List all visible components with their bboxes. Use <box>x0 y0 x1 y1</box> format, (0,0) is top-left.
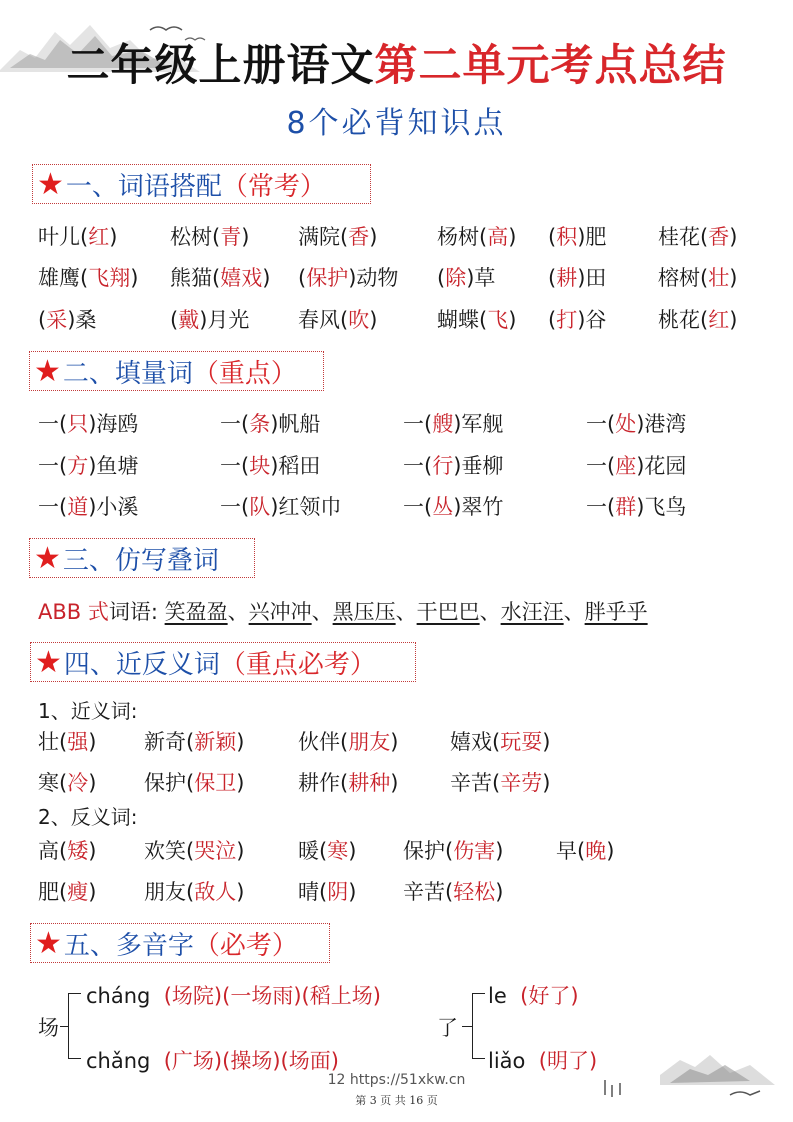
answer-text: 方 <box>67 454 89 478</box>
answer-text: 队 <box>249 495 271 519</box>
brace <box>472 993 485 1059</box>
prompt-text: ) <box>236 839 245 863</box>
prompt-text: 保护( <box>403 839 454 863</box>
prompt-text: )稻田 <box>270 454 321 478</box>
prompt-text: ( <box>38 308 47 332</box>
word-item <box>298 877 356 907</box>
prompt-text: ) <box>236 730 245 754</box>
star-icon: ★ <box>34 353 61 389</box>
polyphone-char-le: 了 <box>437 1016 458 1040</box>
separator: 、 <box>563 600 585 624</box>
abb-word: 兴冲冲 <box>248 600 312 624</box>
prompt-text: 一( <box>403 495 433 519</box>
prompt-text: 一( <box>38 495 68 519</box>
prompt-text: ) <box>508 225 517 249</box>
answer-text: 冷 <box>67 771 89 795</box>
pinyin: cháng <box>86 984 151 1008</box>
answer-text: 伤害 <box>453 839 496 863</box>
prompt-text: 满院( <box>298 225 349 249</box>
answer-text: 积 <box>556 225 578 249</box>
prompt-text: 松树( <box>170 225 221 249</box>
word-item <box>144 768 244 798</box>
prompt-text: ) <box>390 730 399 754</box>
footer-url: 12 https://51xkw.cn <box>327 1072 466 1088</box>
answer-text: 采 <box>46 308 68 332</box>
prompt-text: 暖( <box>298 839 328 863</box>
answer-text: 处 <box>615 412 637 436</box>
prompt-text: )红领巾 <box>270 495 342 519</box>
star-icon: ★ <box>35 925 62 961</box>
word-item <box>170 222 249 252</box>
word-item <box>403 409 503 439</box>
section-heading-4-title: 四、近反义词 <box>63 649 220 680</box>
antonym-label: 2、反义词: <box>38 805 138 829</box>
answer-text: 保卫 <box>194 771 237 795</box>
prompt-text: 壮( <box>38 730 68 754</box>
word-item <box>403 492 503 522</box>
word-item <box>220 492 341 522</box>
prompt-text: 一( <box>220 412 250 436</box>
prompt-text: )垂柳 <box>453 454 504 478</box>
abb-word: 黑压压 <box>332 600 396 624</box>
answer-text: 飞 <box>487 308 509 332</box>
prompt-text: ( <box>548 225 557 249</box>
prompt-text: 高( <box>38 839 68 863</box>
word-item <box>586 492 686 522</box>
answer-text: 行 <box>432 454 454 478</box>
word-item <box>437 305 516 335</box>
prompt-text: 一( <box>38 412 68 436</box>
prompt-text: )肥 <box>577 225 607 249</box>
word-item <box>220 409 320 439</box>
word-item <box>548 222 606 252</box>
prompt-text: )谷 <box>577 308 607 332</box>
prompt-text: 杨树( <box>437 225 488 249</box>
abb-word: 胖乎乎 <box>584 600 648 624</box>
word-item <box>298 263 398 293</box>
prompt-text: )小溪 <box>88 495 139 519</box>
answer-text: 敌人 <box>194 880 237 904</box>
pinyin-line <box>86 981 381 1011</box>
prompt-text: 雄鹰( <box>38 266 89 290</box>
word-item <box>38 836 96 866</box>
prompt-text: 一( <box>586 454 616 478</box>
answer-text: 块 <box>249 454 271 478</box>
abb-mid: 词语: <box>108 600 165 624</box>
prompt-text: ) <box>495 839 504 863</box>
prompt-text: 辛苦( <box>450 771 501 795</box>
word-item <box>298 727 398 757</box>
page-title <box>0 36 793 96</box>
word-item <box>38 263 138 293</box>
prompt-text: ) <box>262 266 271 290</box>
prompt-text: )港湾 <box>636 412 687 436</box>
word-item <box>298 305 377 335</box>
prompt-text: ( <box>298 266 307 290</box>
answer-text: 除 <box>445 266 467 290</box>
word-item <box>38 222 117 252</box>
title-red-part: 第二单元考点总结 <box>374 41 727 91</box>
pinyin-words: (场院)(一场雨)(稻上场) <box>163 984 381 1008</box>
prompt-text: ( <box>437 266 446 290</box>
prompt-text: )草 <box>466 266 496 290</box>
prompt-text: ) <box>542 771 551 795</box>
section-heading-2 <box>29 351 324 391</box>
word-item <box>548 305 606 335</box>
word-item <box>403 451 503 481</box>
abb-label: ABB 式 <box>38 600 109 624</box>
prompt-text: 春风( <box>298 308 349 332</box>
answer-text: 哭泣 <box>194 839 237 863</box>
answer-text: 轻松 <box>453 880 496 904</box>
title-black-part: 二年级上册语文 <box>66 41 375 91</box>
answer-text: 耕种 <box>348 771 391 795</box>
word-item <box>38 727 96 757</box>
prompt-text: 辛苦( <box>403 880 454 904</box>
answer-text: 只 <box>67 412 89 436</box>
word-item <box>450 768 550 798</box>
prompt-text: )鱼塘 <box>88 454 139 478</box>
separator: 、 <box>311 600 333 624</box>
answer-text: 保护 <box>306 266 349 290</box>
prompt-text: 朋友( <box>144 880 195 904</box>
section-heading-5-title: 五、多音字 <box>63 930 194 961</box>
prompt-text: 肥( <box>38 880 68 904</box>
section-heading-2-title: 二、填量词 <box>62 358 193 389</box>
brace-tick <box>462 1026 472 1027</box>
prompt-text: ) <box>390 771 399 795</box>
prompt-text: )田 <box>577 266 607 290</box>
separator: 、 <box>227 600 249 624</box>
answer-text: 香 <box>348 225 370 249</box>
prompt-text: 一( <box>586 495 616 519</box>
prompt-text: )桑 <box>67 308 97 332</box>
prompt-text: ( <box>548 266 557 290</box>
prompt-text: ) <box>729 225 738 249</box>
word-item <box>658 222 737 252</box>
prompt-text: 一( <box>220 454 250 478</box>
pinyin-words: (好了) <box>520 984 579 1008</box>
brace <box>68 993 81 1059</box>
answer-text: 朋友 <box>348 730 391 754</box>
prompt-text: 叶儿( <box>38 225 89 249</box>
answer-text: 飞翔 <box>88 266 131 290</box>
section-heading-1-note: （常考） <box>221 171 326 202</box>
abb-word: 笑盈盈 <box>164 600 228 624</box>
word-item <box>38 305 96 335</box>
word-item <box>450 727 550 757</box>
pinyin-words: (明了) <box>538 1049 598 1073</box>
word-item <box>170 263 270 293</box>
word-item <box>38 877 96 907</box>
word-item <box>144 877 244 907</box>
answer-text: 耕 <box>556 266 578 290</box>
answer-text: 嬉戏 <box>220 266 263 290</box>
star-icon: ★ <box>37 166 64 202</box>
prompt-text: 一( <box>586 412 616 436</box>
prompt-text: 一( <box>38 454 68 478</box>
prompt-text: ) <box>606 839 615 863</box>
abb-word: 水汪汪 <box>500 600 564 624</box>
answer-text: 戴 <box>178 308 200 332</box>
polyphone-char-chang: 场 <box>38 1016 59 1040</box>
prompt-text: ) <box>348 839 357 863</box>
prompt-text: 榕树( <box>658 266 709 290</box>
answer-text: 座 <box>615 454 637 478</box>
answer-text: 条 <box>249 412 271 436</box>
word-item <box>170 305 249 335</box>
prompt-text: ) <box>495 880 504 904</box>
prompt-text: 欢笑( <box>144 839 195 863</box>
prompt-text: ) <box>348 880 357 904</box>
pinyin-words: (广场)(操场)(场面) <box>163 1049 339 1073</box>
prompt-text: ) <box>109 225 118 249</box>
section-heading-1 <box>32 164 371 204</box>
prompt-text: ) <box>369 308 378 332</box>
prompt-text: )帆船 <box>270 412 321 436</box>
abb-word: 干巴巴 <box>416 600 480 624</box>
prompt-text: )动物 <box>348 266 399 290</box>
prompt-text: 熊猫( <box>170 266 221 290</box>
answer-text: 红 <box>88 225 110 249</box>
pinyin: chǎng <box>86 1049 151 1073</box>
prompt-text: ) <box>236 880 245 904</box>
answer-text: 强 <box>67 730 89 754</box>
prompt-text: )海鸥 <box>88 412 139 436</box>
section-heading-1-title: 一、词语搭配 <box>65 171 222 202</box>
word-item <box>437 222 516 252</box>
answer-text: 艘 <box>432 412 454 436</box>
answer-text: 晚 <box>585 839 607 863</box>
word-item <box>38 451 138 481</box>
pinyin-line <box>488 981 579 1011</box>
section-heading-4-note: （重点必考） <box>219 649 376 680</box>
word-item <box>144 836 244 866</box>
prompt-text: ) <box>88 730 97 754</box>
answer-text: 群 <box>615 495 637 519</box>
prompt-text: 寒( <box>38 771 68 795</box>
answer-text: 丛 <box>432 495 454 519</box>
star-icon: ★ <box>34 540 61 576</box>
answer-text: 高 <box>487 225 509 249</box>
page-number: 第 3 页 共 16 页 <box>355 1094 438 1107</box>
prompt-text: ) <box>729 266 738 290</box>
answer-text: 新颖 <box>194 730 237 754</box>
answer-text: 玩耍 <box>500 730 543 754</box>
word-item <box>586 409 686 439</box>
word-item <box>298 768 398 798</box>
word-item <box>220 451 320 481</box>
prompt-text: )月光 <box>199 308 250 332</box>
prompt-text: 一( <box>220 495 250 519</box>
answer-text: 香 <box>708 225 730 249</box>
prompt-text: ) <box>88 839 97 863</box>
prompt-text: ) <box>369 225 378 249</box>
prompt-text: 桂花( <box>658 225 709 249</box>
prompt-text: 蝴蝶( <box>437 308 488 332</box>
prompt-text: 桃花( <box>658 308 709 332</box>
prompt-text: 伙伴( <box>298 730 349 754</box>
word-item <box>38 492 138 522</box>
separator: 、 <box>479 600 501 624</box>
prompt-text: 保护( <box>144 771 195 795</box>
abb-words-row <box>38 597 648 627</box>
word-item <box>658 305 737 335</box>
prompt-text: 一( <box>403 412 433 436</box>
word-item <box>658 263 737 293</box>
word-item <box>38 409 138 439</box>
prompt-text: ) <box>241 225 250 249</box>
prompt-text: 耕作( <box>298 771 349 795</box>
answer-text: 寒 <box>327 839 349 863</box>
prompt-text: ) <box>508 308 517 332</box>
answer-text: 壮 <box>708 266 730 290</box>
prompt-text: ) <box>88 880 97 904</box>
prompt-text: 早( <box>556 839 586 863</box>
section-heading-4 <box>30 642 416 682</box>
answer-text: 瘦 <box>67 880 89 904</box>
prompt-text: 晴( <box>298 880 328 904</box>
prompt-text: )飞鸟 <box>636 495 687 519</box>
section-heading-3-title: 三、仿写叠词 <box>62 545 219 576</box>
section-heading-5-note: （必考） <box>193 930 298 961</box>
prompt-text: )翠竹 <box>453 495 504 519</box>
word-item <box>298 836 356 866</box>
answer-text: 红 <box>708 308 730 332</box>
answer-text: 辛劳 <box>500 771 543 795</box>
prompt-text: ) <box>236 771 245 795</box>
prompt-text: ( <box>548 308 557 332</box>
prompt-text: )军舰 <box>453 412 504 436</box>
prompt-text: ) <box>88 771 97 795</box>
word-item <box>144 727 244 757</box>
answer-text: 道 <box>67 495 89 519</box>
section-heading-2-note: （重点） <box>192 358 297 389</box>
word-item <box>548 263 606 293</box>
word-item <box>38 768 96 798</box>
prompt-text: ) <box>130 266 139 290</box>
separator: 、 <box>395 600 417 624</box>
synonym-label: 1、近义词: <box>38 699 138 723</box>
pinyin: liǎo <box>488 1049 526 1073</box>
answer-text: 阴 <box>327 880 349 904</box>
prompt-text: ) <box>542 730 551 754</box>
answer-text: 打 <box>556 308 578 332</box>
page-subtitle: 8个必背知识点 <box>286 106 507 141</box>
star-icon: ★ <box>35 644 62 680</box>
answer-text: 矮 <box>67 839 89 863</box>
prompt-text: 新奇( <box>144 730 195 754</box>
prompt-text: ( <box>170 308 179 332</box>
answer-text: 青 <box>220 225 242 249</box>
word-item <box>556 836 614 866</box>
word-item <box>298 222 377 252</box>
brace-tick <box>60 1026 69 1027</box>
word-item <box>586 451 686 481</box>
section-heading-5 <box>30 923 330 963</box>
word-item <box>437 263 495 293</box>
prompt-text: )花园 <box>636 454 687 478</box>
word-item <box>403 877 503 907</box>
answer-text: 吹 <box>348 308 370 332</box>
prompt-text: 一( <box>403 454 433 478</box>
prompt-text: 嬉戏( <box>450 730 501 754</box>
pinyin: le <box>488 984 507 1008</box>
word-item <box>403 836 503 866</box>
section-heading-3 <box>29 538 255 578</box>
prompt-text: ) <box>729 308 738 332</box>
